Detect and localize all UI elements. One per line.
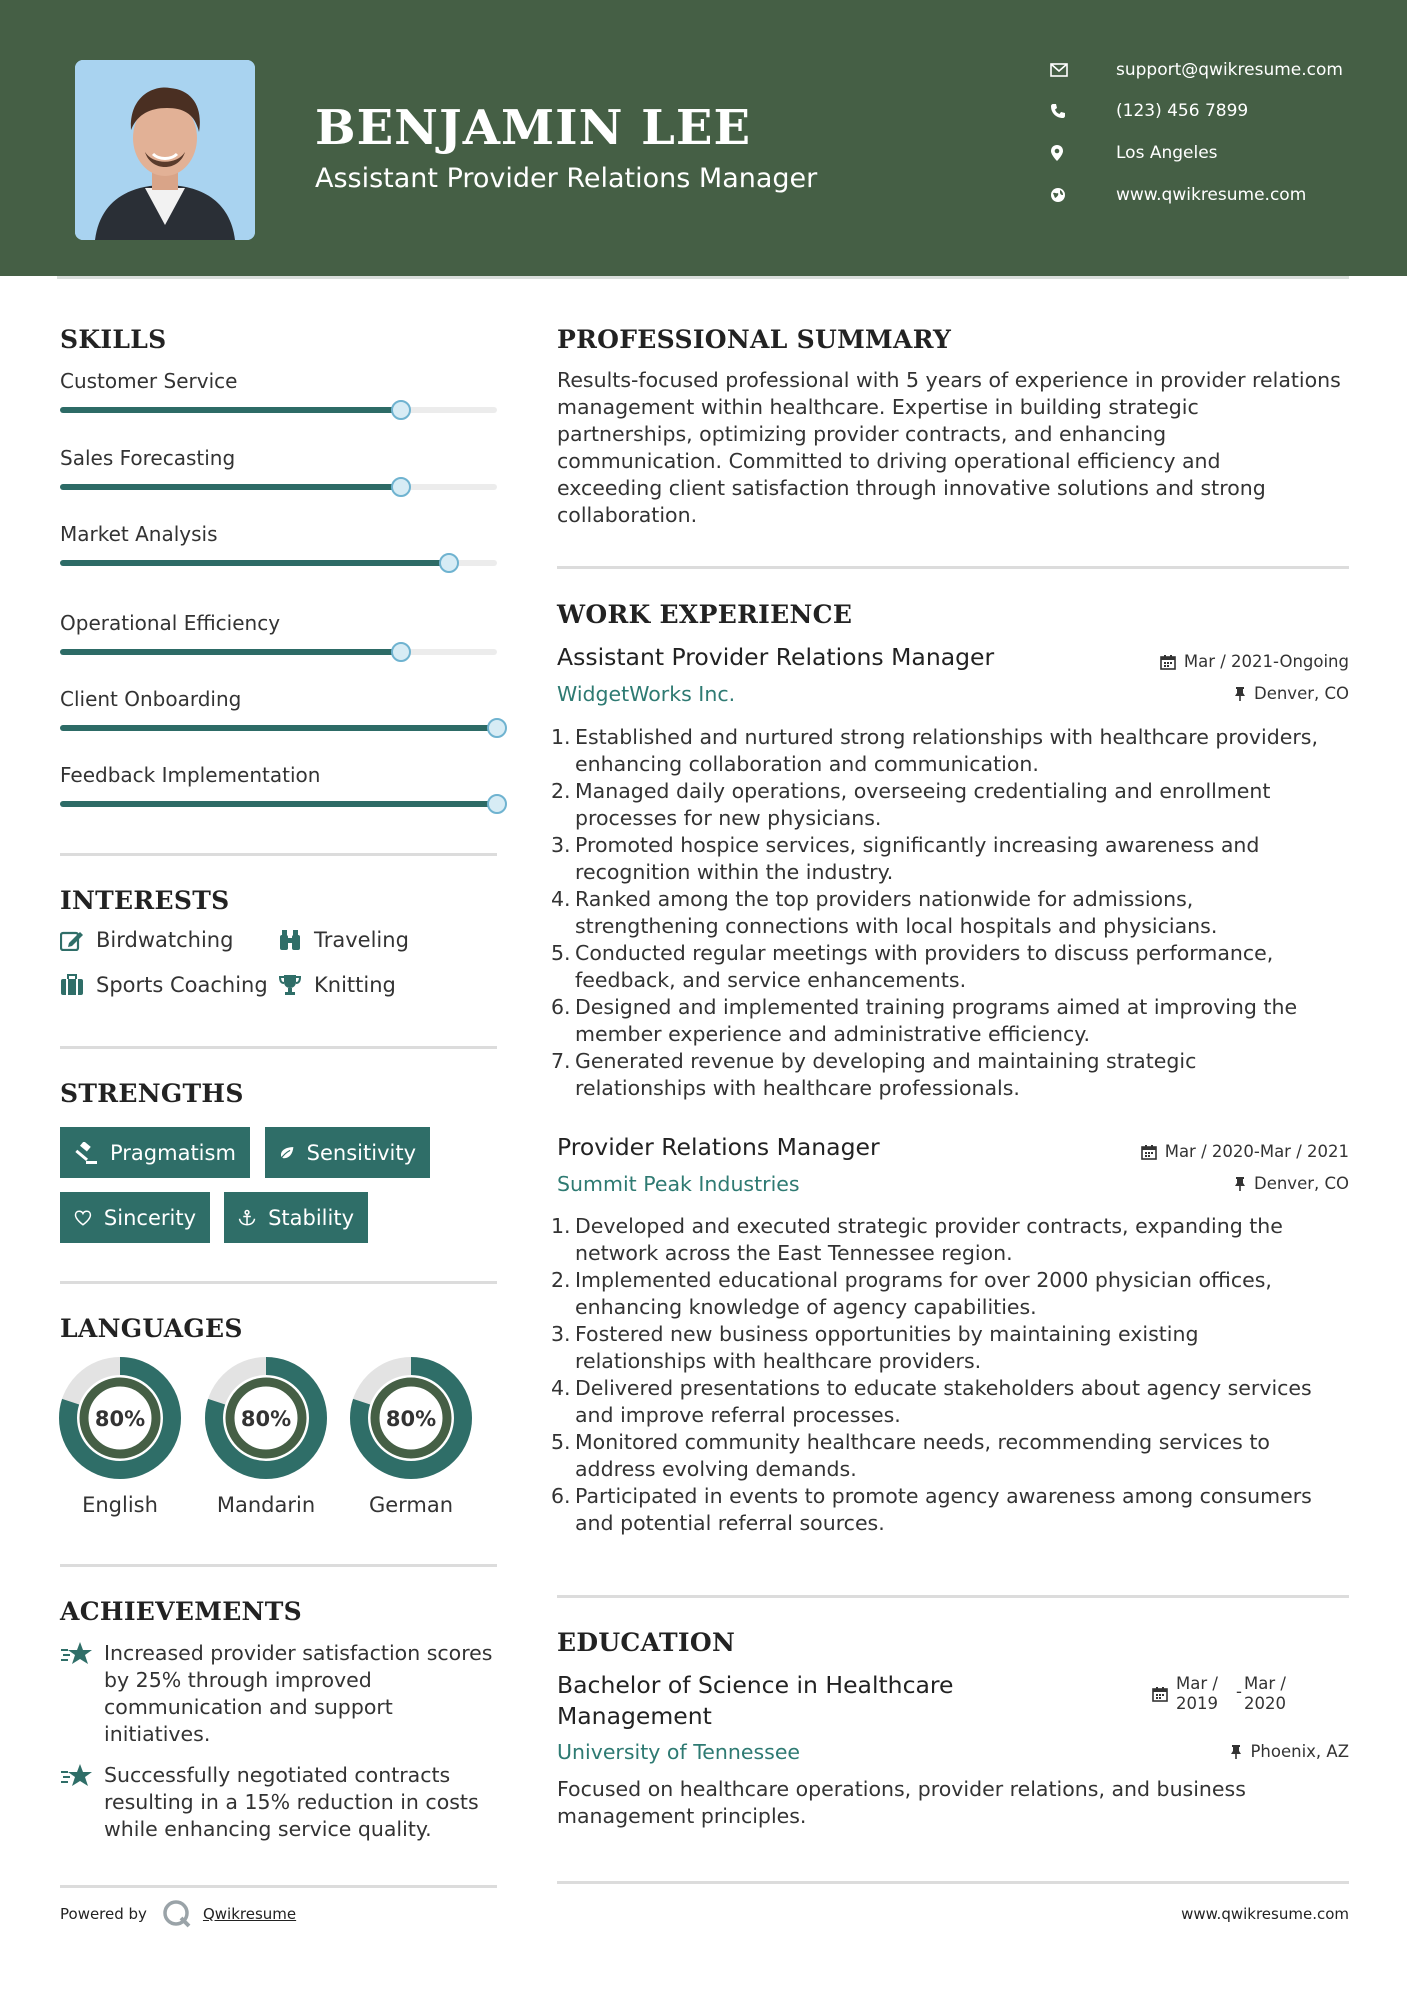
resume-header xyxy=(0,0,1407,276)
bullet-line: Conducted regular meetings with providers to discuss performance, xyxy=(575,941,1274,965)
education-date-sep: - xyxy=(1236,1682,1242,1701)
bullet-line: enhancing collaboration and communication. xyxy=(575,752,1039,776)
bullet-line: Implemented educational programs for over 2000 physician offices, xyxy=(575,1268,1272,1292)
bullet-line: Delivered presentations to educate stakeholders about agency services xyxy=(575,1376,1312,1400)
achievement-line: Successfully negotiated contracts xyxy=(104,1763,451,1787)
strength-label: Stability xyxy=(268,1205,354,1230)
bullet-number: 1. xyxy=(551,1214,571,1238)
bullet-number: 2. xyxy=(551,779,571,803)
skill-bar-track xyxy=(60,484,497,490)
candidate-name: BENJAMIN LEE xyxy=(315,100,752,156)
contact-location-text: Los Angeles xyxy=(1116,143,1218,163)
education-description-line: Focused on healthcare operations, provider relations, and business xyxy=(557,1777,1246,1801)
bullet-line: Established and nurtured strong relationships with healthcare providers, xyxy=(575,725,1319,749)
language-donut xyxy=(350,1357,472,1479)
education-date-start xyxy=(1176,1674,1236,1714)
interest-label: Birdwatching xyxy=(96,928,234,952)
pushpin-icon xyxy=(1230,1744,1242,1760)
skill-bar-knob xyxy=(487,794,507,814)
bullet-line: enhancing knowledge of agency capabilities. xyxy=(575,1295,1037,1319)
summary-line: Results-focused professional with 5 years of experience in provider relations xyxy=(557,368,1341,392)
bullet-line: Managed daily operations, overseeing credentialing and enrollment xyxy=(575,779,1271,803)
achievement-text xyxy=(104,1762,479,1843)
summary-line: collaboration. xyxy=(557,503,698,527)
languages-divider xyxy=(60,1564,497,1567)
envelope-icon xyxy=(1050,60,1080,80)
skill-bar-track xyxy=(60,407,497,413)
footer-brand-link[interactable]: Qwikresume xyxy=(202,1905,297,1923)
skill-item xyxy=(60,611,497,635)
globe-icon xyxy=(1050,185,1080,205)
skill-bar-knob xyxy=(487,718,507,738)
interest-label: Traveling xyxy=(314,928,409,952)
summary-line: exceeding client satisfaction through innovative solutions and strong xyxy=(557,476,1266,500)
skill-label: Sales Forecasting xyxy=(60,446,236,470)
language-item xyxy=(350,1357,472,1527)
job-title: Provider Relations Manager xyxy=(557,1133,880,1161)
job-bullet xyxy=(551,1483,1355,1537)
language-percent: 80% xyxy=(240,1407,292,1431)
star-lines-icon xyxy=(60,1762,94,1790)
pushpin-icon xyxy=(1234,686,1246,702)
interest-item xyxy=(60,973,268,997)
bullet-line: relationships with healthcare professionals. xyxy=(575,1076,1020,1100)
date-line: 2020 xyxy=(1244,1694,1286,1713)
skill-bar-track xyxy=(60,649,497,655)
skills-title: SKILLS xyxy=(60,325,167,354)
bullet-number: 3. xyxy=(551,833,571,857)
skill-bar-track xyxy=(60,725,497,731)
skill-bar-fill xyxy=(60,560,449,566)
degree-line: Bachelor of Science in Healthcare xyxy=(557,1671,954,1699)
footer-website[interactable]: www.qwikresume.com xyxy=(1181,1905,1349,1923)
skill-label: Customer Service xyxy=(60,369,238,393)
date-line: Mar / xyxy=(1244,1674,1286,1693)
job-company: WidgetWorks Inc. xyxy=(557,682,736,706)
skill-item xyxy=(60,687,497,711)
bullet-line: and improve referral processes. xyxy=(575,1403,901,1427)
education-location-text: Phoenix, AZ xyxy=(1250,1742,1349,1761)
bullet-line: Monitored community healthcare needs, recommending services to xyxy=(575,1430,1270,1454)
experience-divider xyxy=(557,1595,1349,1598)
bullet-number: 4. xyxy=(551,1376,571,1400)
anchor-icon xyxy=(238,1207,256,1229)
education-description-line: management principles. xyxy=(557,1804,807,1828)
skill-bar-fill xyxy=(60,649,401,655)
bullet-number: 2. xyxy=(551,1268,571,1292)
strengths-divider xyxy=(60,1281,497,1284)
language-percent: 80% xyxy=(94,1407,146,1431)
bullet-line: Designed and implemented training programs aimed at improving the xyxy=(575,995,1298,1019)
skill-label: Feedback Implementation xyxy=(60,763,321,787)
calendar-icon xyxy=(1141,1144,1157,1160)
language-donut xyxy=(205,1357,327,1479)
job-bullet xyxy=(551,778,1355,832)
date-line: Mar / xyxy=(1176,1674,1218,1693)
skills-divider xyxy=(60,853,497,856)
job-bullet xyxy=(551,1429,1355,1483)
skill-bar-fill xyxy=(60,801,497,807)
job-bullet xyxy=(551,1375,1355,1429)
interest-item xyxy=(60,928,233,952)
degree-line: Management xyxy=(557,1702,712,1730)
skill-item xyxy=(60,763,497,787)
leaf-icon xyxy=(279,1142,295,1164)
bullet-line: Promoted hospice services, significantly increasing awareness and xyxy=(575,833,1260,857)
bullet-line: member experience and administrative efficiency. xyxy=(575,1022,1090,1046)
job-location-text: Denver, CO xyxy=(1253,1174,1349,1193)
skill-bar-fill xyxy=(60,484,401,490)
achievement-line: while enhancing service quality. xyxy=(104,1817,432,1841)
job-bullet xyxy=(551,1321,1355,1375)
heart-icon xyxy=(74,1207,92,1229)
interest-label: Sports Coaching xyxy=(96,973,268,997)
skill-bar-track xyxy=(60,801,497,807)
job-location xyxy=(1234,1174,1349,1193)
summary-title: PROFESSIONAL SUMMARY xyxy=(557,325,952,354)
bullet-line: Participated in events to promote agency awareness among consumers xyxy=(575,1484,1312,1508)
strength-label: Sincerity xyxy=(103,1205,196,1230)
education-date-end xyxy=(1244,1674,1294,1714)
job-company: Summit Peak Industries xyxy=(557,1172,800,1196)
achievement-item xyxy=(60,1640,500,1748)
bullet-number: 6. xyxy=(551,995,571,1019)
language-label: Mandarin xyxy=(216,1493,316,1517)
contact-website[interactable] xyxy=(1050,180,1370,210)
education-degree xyxy=(557,1670,954,1732)
contact-email[interactable] xyxy=(1050,55,1370,85)
bullet-number: 4. xyxy=(551,887,571,911)
skill-bar-track xyxy=(60,560,497,566)
bullet-number: 6. xyxy=(551,1484,571,1508)
skill-label: Client Onboarding xyxy=(60,687,242,711)
interest-item xyxy=(278,928,409,952)
bullet-number: 1. xyxy=(551,725,571,749)
contact-phone[interactable] xyxy=(1050,96,1370,126)
bullet-line: and potential referral sources. xyxy=(575,1511,885,1535)
binoculars-icon xyxy=(278,929,302,951)
achievement-line: Increased provider satisfaction scores xyxy=(104,1641,493,1665)
strength-label: Pragmatism xyxy=(110,1140,236,1165)
education-divider xyxy=(557,1881,1349,1884)
strength-tag xyxy=(224,1192,368,1243)
bullet-line: Fostered new business opportunities by maintaining existing xyxy=(575,1322,1199,1346)
bullet-line: Ranked among the top providers nationwide for admissions, xyxy=(575,887,1194,911)
achievement-line: resulting in a 15% reduction in costs xyxy=(104,1790,479,1814)
job-date-text: Mar / 2020-Mar / 2021 xyxy=(1164,1142,1349,1161)
contact-phone-text: (123) 456 7899 xyxy=(1116,101,1249,121)
trophy-icon xyxy=(278,974,302,996)
education-school: University of Tennessee xyxy=(557,1740,801,1764)
gavel-icon xyxy=(74,1142,98,1164)
skill-label: Market Analysis xyxy=(60,522,218,546)
achievement-line: initiatives. xyxy=(104,1722,211,1746)
job-date-text: Mar / 2021-Ongoing xyxy=(1183,652,1349,671)
strengths-title: STRENGTHS xyxy=(60,1079,244,1108)
briefcase-icon xyxy=(60,974,84,996)
education-title: EDUCATION xyxy=(557,1628,736,1657)
bullet-number: 3. xyxy=(551,1322,571,1346)
footer-powered-by xyxy=(60,1898,296,1930)
candidate-role: Assistant Provider Relations Manager xyxy=(315,163,818,194)
profile-photo xyxy=(75,60,255,240)
language-label: English xyxy=(82,1493,158,1517)
bullet-number: 7. xyxy=(551,1049,571,1073)
bullet-line: address evolving demands. xyxy=(575,1457,857,1481)
job-bullet xyxy=(551,724,1355,778)
achievements-divider xyxy=(60,1885,497,1888)
skill-bar-knob xyxy=(391,477,411,497)
job-location xyxy=(1234,684,1349,703)
profile-photo-avatar-icon xyxy=(75,60,255,240)
interests-divider xyxy=(60,1046,497,1049)
language-label: German xyxy=(368,1493,454,1517)
achievement-item xyxy=(60,1762,500,1843)
job-bullets xyxy=(551,724,1355,1102)
education-description xyxy=(557,1776,1349,1830)
bullet-line: relationships with healthcare providers. xyxy=(575,1349,982,1373)
job-bullet xyxy=(551,940,1355,994)
language-item xyxy=(205,1357,327,1527)
skill-bar-knob xyxy=(391,400,411,420)
language-donut xyxy=(59,1357,181,1479)
pencil-square-icon xyxy=(60,929,84,951)
interest-item xyxy=(278,973,396,997)
calendar-icon xyxy=(1152,1686,1168,1702)
contact-email-text: support@qwikresume.com xyxy=(1116,60,1343,80)
skill-bar-fill xyxy=(60,407,401,413)
skill-bar-knob xyxy=(439,553,459,573)
job-bullet xyxy=(551,1048,1355,1102)
bullet-line: Developed and executed strategic provider contracts, expanding the xyxy=(575,1214,1283,1238)
skill-label: Operational Efficiency xyxy=(60,611,281,635)
job-bullet xyxy=(551,1213,1355,1267)
strength-label: Sensitivity xyxy=(306,1140,416,1165)
skill-item xyxy=(60,369,497,393)
strength-tag xyxy=(60,1192,210,1243)
language-percent: 80% xyxy=(385,1407,437,1431)
contact-website-text: www.qwikresume.com xyxy=(1116,185,1307,205)
bullet-line: recognition within the industry. xyxy=(575,860,894,884)
date-line: 2019 xyxy=(1176,1694,1218,1713)
achievement-line: communication and support xyxy=(104,1695,393,1719)
strength-tag xyxy=(265,1127,430,1178)
summary-line: partnerships, optimizing provider contracts, and enhancing xyxy=(557,422,1167,446)
experience-title: WORK EXPERIENCE xyxy=(557,600,853,629)
education-date xyxy=(1152,1674,1294,1714)
job-bullet xyxy=(551,994,1355,1048)
achievement-text xyxy=(104,1640,492,1748)
languages-title: LANGUAGES xyxy=(60,1314,243,1343)
skill-item xyxy=(60,446,497,470)
language-item xyxy=(59,1357,181,1527)
summary-text xyxy=(557,367,1349,529)
achievements-title: ACHIEVEMENTS xyxy=(60,1597,302,1626)
job-bullet xyxy=(551,832,1355,886)
job-bullet xyxy=(551,886,1355,940)
qwikresume-logo-icon xyxy=(161,1898,193,1930)
skill-bar-fill xyxy=(60,725,497,731)
phone-icon xyxy=(1050,101,1080,121)
summary-line: communication. Committed to driving operational efficiency and xyxy=(557,449,1221,473)
summary-line: management within healthcare. Expertise in building strategic xyxy=(557,395,1199,419)
contact-location xyxy=(1050,138,1370,168)
achievement-line: by 25% through improved xyxy=(104,1668,372,1692)
bullet-line: feedback, and service enhancements. xyxy=(575,968,967,992)
bullet-line: processes for new physicians. xyxy=(575,806,882,830)
job-date xyxy=(1141,1142,1349,1161)
job-date xyxy=(1160,652,1349,671)
bullet-number: 5. xyxy=(551,941,571,965)
interest-label: Knitting xyxy=(314,973,396,997)
map-pin-icon xyxy=(1050,143,1080,163)
skill-item xyxy=(60,522,497,546)
job-bullets xyxy=(551,1213,1355,1537)
bullet-line: network across the East Tennessee region. xyxy=(575,1241,1013,1265)
bullet-line: strengthening connections with local hospitals and physicians. xyxy=(575,914,1218,938)
bullet-number: 5. xyxy=(551,1430,571,1454)
star-lines-icon xyxy=(60,1640,94,1668)
summary-divider xyxy=(557,566,1349,569)
job-location-text: Denver, CO xyxy=(1253,684,1349,703)
calendar-icon xyxy=(1160,654,1176,670)
job-title: Assistant Provider Relations Manager xyxy=(557,643,995,671)
bullet-line: Generated revenue by developing and maintaining strategic xyxy=(575,1049,1197,1073)
job-bullet xyxy=(551,1267,1355,1321)
powered-by-text: Powered by xyxy=(60,1905,147,1923)
interests-title: INTERESTS xyxy=(60,886,230,915)
pushpin-icon xyxy=(1234,1176,1246,1192)
education-location xyxy=(1230,1742,1349,1761)
header-divider xyxy=(57,276,1349,279)
strength-tag xyxy=(60,1127,250,1178)
skill-bar-knob xyxy=(391,642,411,662)
